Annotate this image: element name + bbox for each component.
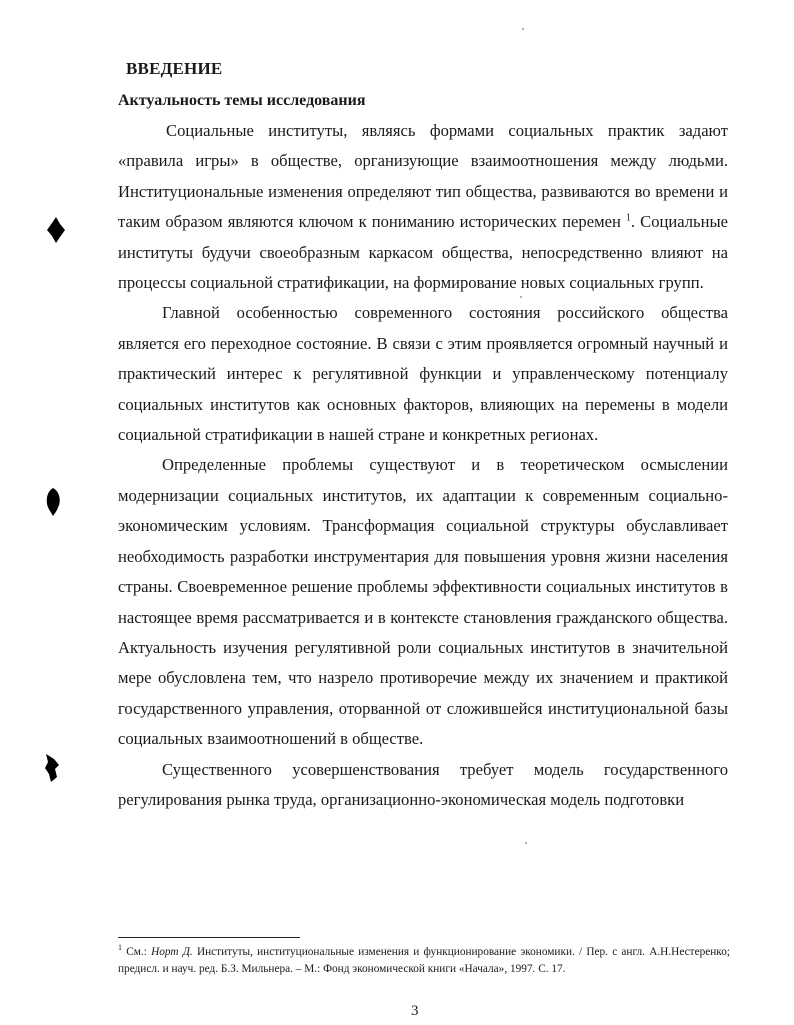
footnote <box>118 944 730 978</box>
binding-hole-mark-icon <box>42 753 62 783</box>
scan-speck <box>522 28 524 30</box>
paragraph-1 <box>118 116 728 298</box>
paragraph-2: Главной особенностью современного состояния российского общества является его переходное состояние. В связи с этим проявляется огромный научный и практический интерес к регулятивной функции и управленческому потенциалу социальных институтов как основных факторов, влияющих на перемены в модели социальной стратификации в нашей стране и конкретных регионах. <box>118 303 728 445</box>
footnote-divider <box>118 937 300 938</box>
paragraph-4: Существенного усовершенствования требует модель государственного регулирования рынка труда, организационно-экономическая модель подготовки <box>118 759 728 809</box>
page-number: 3 <box>411 1003 419 1019</box>
footnote-number: 1 <box>118 943 122 953</box>
scan-speck <box>520 296 522 298</box>
scan-speck <box>525 842 527 844</box>
section-heading: ВВЕДЕНИЕ <box>126 59 223 78</box>
body-text <box>118 116 728 815</box>
paragraph-3: Определенные проблемы существуют и в теоретическом осмыслении модернизации социальных институтов, их адаптации к современным социально-экономическим условиям. Трансформация социальной структуры обуславливает необходимость разработки инструментария для повышения уровня жизни населения страны. Своевременное решение проблемы эффективности социальных институтов в настоящее время рассматривается и в контексте становления гражданского общества. Актуальность изучения регулятивной роли социальных институтов в значительной мере обусловлена тем, что назрело противоречие между их значением и практикой государственного управления, оторванной от сложившейся институциональной базы социальных взаимоотношений в обществе. <box>118 455 728 749</box>
binding-hole-mark-icon <box>44 487 62 517</box>
footnote-text: Институты, институциональные изменения и функционирование экономики. / Пер. с англ. А.Н.Нестеренко; предисл. и науч. ред. Б.З. Мильнера. – М.: Фонд экономической книги «Начала», 1997. С. 17. <box>118 946 730 975</box>
footnote-prefix: См.: <box>126 946 152 958</box>
section-subheading: Актуальность темы исследования <box>118 92 366 109</box>
paragraph-1-text-b: . Социальные институты будучи своеобразным каркасом общества, непосредственно влияют на процессы социальной стратификации, на формирование новых социальных групп. <box>118 212 728 293</box>
footnote-reference: 1 <box>625 212 631 224</box>
footnote-author: Норт Д. <box>151 946 193 958</box>
binding-hole-mark-icon <box>46 216 66 244</box>
paragraph-1-text-a: Социальные институты, являясь формами социальных практик задают «правила игры» в обществе, организующие взаимоотношения между людьми. Институциональные изменения определяют тип общества, развиваются во времени и таким образом являются ключом к пониманию исторических перемен <box>118 121 728 232</box>
